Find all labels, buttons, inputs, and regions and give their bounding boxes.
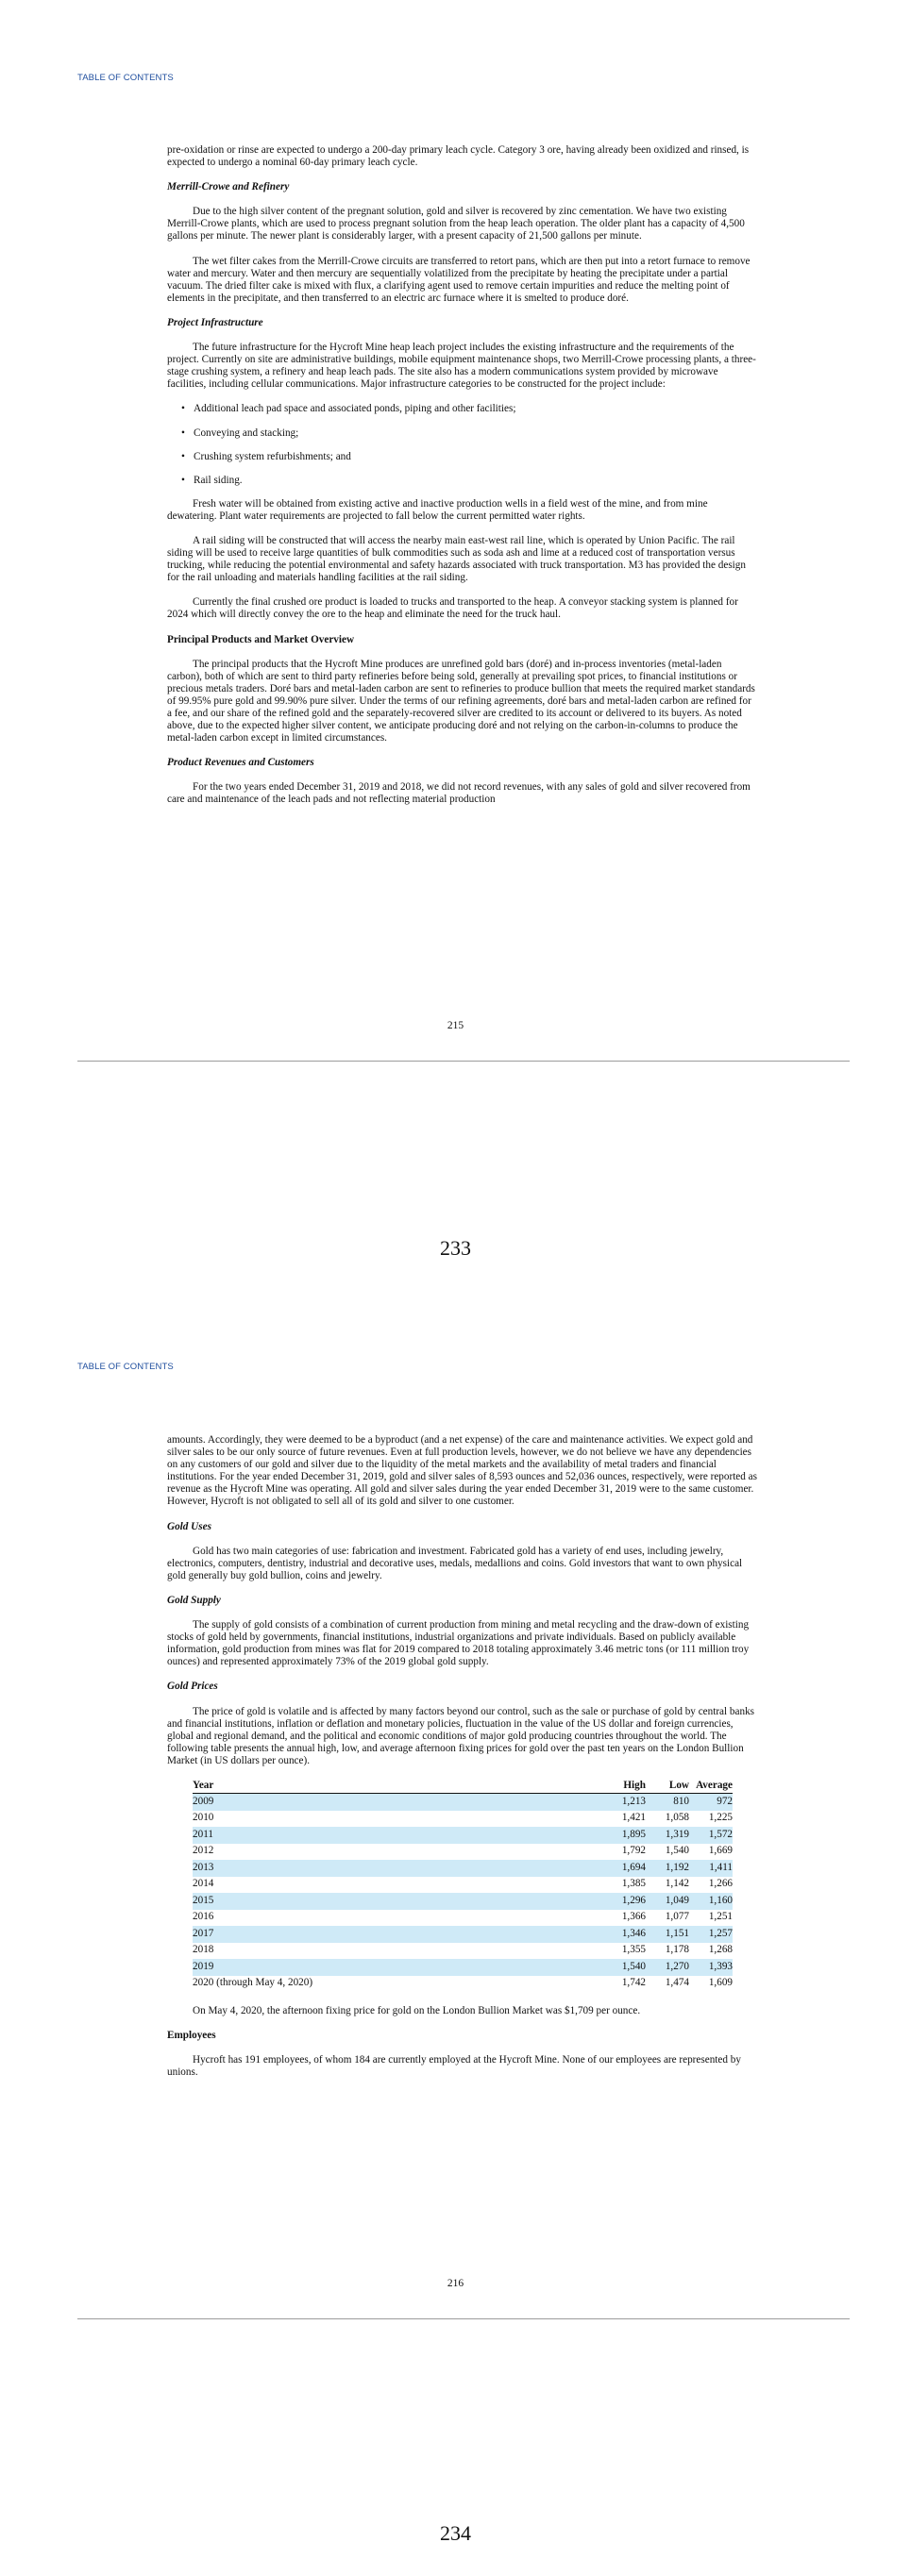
cell-high: 1,694 (604, 1860, 646, 1877)
paragraph-employees: Hycroft has 191 employees, of whom 184 are currently employed at the Hycroft Mine. None of our employees are represented by unions. (167, 2054, 741, 2079)
list-item: • Crushing system refurbishments; and (194, 451, 757, 463)
heading-principal-products: Principal Products and Market Overview (167, 633, 355, 645)
page-divider (77, 1061, 850, 1062)
cell-average: 1,160 (689, 1893, 733, 1910)
cell-average: 1,266 (708, 1878, 733, 1890)
cell-average: 1,268 (708, 1944, 733, 1956)
table-row (193, 1827, 733, 1844)
heading-gold-supply: Gold Supply (167, 1594, 221, 1606)
cell-low: 1,151 (646, 1926, 689, 1943)
table-row (193, 1926, 733, 1943)
list-item: • Additional leach pad space and associated ponds, piping and other facilities; (194, 403, 757, 415)
table-row (193, 1893, 733, 1910)
heading-project-infrastructure: Project Infrastructure (167, 316, 263, 328)
cell-high: 1,213 (604, 1794, 646, 1811)
cell-low: 1,142 (665, 1878, 689, 1890)
cell-average: 1,411 (689, 1860, 733, 1877)
page-215-body (167, 144, 757, 819)
column-header-high: High (604, 1780, 646, 1794)
column-header-low: Low (646, 1780, 689, 1794)
cell-year: 2018 (193, 1944, 214, 1956)
cell-year: 2010 (193, 1812, 214, 1824)
cell-average: 1,225 (708, 1812, 733, 1824)
paragraph-fresh-water: Fresh water will be obtained from existing active and inactive production wells in a field west of the mine, and from mine dewatering. Plant water requirements are projected to fall below the current permitted water rights. (167, 497, 708, 522)
infrastructure-list (167, 403, 757, 486)
cell-high: 1,792 (621, 1845, 646, 1857)
paragraph-principal-products: The principal products that the Hycroft Mine produces are unrefined gold bars (doré) and in-process inventories (metal-laden carbon), both of which are sent to third party refineries before being sold, generally at prevailing spot prices, to financial institutions or precious metals traders. Doré bars and metal-laden carbon are sent to refineries to produce bullion that meets the required market standards of 99.95% pure gold and 99.90% pure silver. Under the terms of our refining agreements, doré bars and metal-laden carbon are refined for a fee, and our share of the refined gold and the separately-recovered silver are credited to its account or delivered to its buyers. As noted above, due to the expected higher silver content, we anticipate producing doré and not relying on the carbon-in-columns to produce the metal-laden carbon except in limited circumstances. (167, 658, 755, 744)
column-header-year: Year (193, 1780, 604, 1794)
cell-high: 1,421 (621, 1812, 646, 1824)
cell-year: 2011 (193, 1827, 604, 1844)
cell-low: 1,474 (665, 1977, 689, 1989)
gold-price-table (193, 1780, 733, 1992)
table-row (193, 1860, 733, 1877)
heading-product-revenues: Product Revenues and Customers (167, 757, 314, 769)
table-header-row (193, 1780, 733, 1794)
paragraph-merrill-crowe-2: The wet filter cakes from the Merrill-Crowe circuits are transferred to retort pans, which are then put into a retort furnace to remove water and mercury. Water and then mercury are sequentially volatilized from the precipitate by heating the precipitate under a partial vacuum. The dried filter cake is mixed with flux, a clarifying agent used to remove certain impurities and reduce the melting point of elements in the precipitate, and then transferred to an electric arc furnace where it is smelted to produce doré. (167, 255, 751, 304)
cell-average: 1,393 (689, 1959, 733, 1976)
paragraph-merrill-crowe-1: Due to the high silver content of the pregnant solution, gold and silver is recovered by zinc cementation. We have two existing Merrill-Crowe plants, which are used to process pregnant solution from the heap leach operation. The older plant has a capacity of 4,500 gallons per minute. The newer plant is considerably larger, with a present capacity of 21,500 gallons per minute. (167, 206, 745, 243)
table-row (193, 1844, 733, 1861)
cell-low: 1,058 (665, 1812, 689, 1824)
viewer-page-number-233: 233 (440, 1236, 471, 1260)
cell-year: 2009 (193, 1794, 604, 1811)
cell-high: 1,346 (604, 1926, 646, 1943)
page-divider (77, 2318, 850, 2319)
heading-employees: Employees (167, 2030, 216, 2042)
table-row (193, 1794, 733, 1811)
paragraph-crushed-ore: Currently the final crushed ore product is loaded to trucks and transported to the heap. A conveyor stacking system is planned for 2024 which will directly convey the ore to the heap and eliminate the need for the truck haul. (167, 596, 738, 621)
table-row (193, 1811, 733, 1828)
list-item: • Rail siding. (194, 475, 757, 487)
cell-low: 1,049 (646, 1893, 689, 1910)
cell-high: 1,540 (604, 1959, 646, 1976)
cell-low: 810 (646, 1794, 689, 1811)
cell-average: 1,669 (708, 1845, 733, 1857)
cell-year: 2013 (193, 1860, 604, 1877)
cell-average: 1,609 (708, 1977, 733, 1989)
cell-high: 1,895 (604, 1827, 646, 1844)
heading-gold-uses: Gold Uses (167, 1520, 211, 1532)
paragraph-leach-cycle: pre-oxidation or rinse are expected to undergo a 200-day primary leach cycle. Category 3 ore, having already been oxidized and rinsed, is expected to undergo a nominal 60-day primary leach cycle. (167, 144, 750, 169)
cell-year: 2019 (193, 1959, 604, 1976)
table-row (193, 1943, 733, 1960)
cell-average: 1,251 (708, 1911, 733, 1923)
viewer-page-number-234: 234 (440, 2521, 471, 2545)
heading-merrill-crowe: Merrill-Crowe and Refinery (167, 181, 290, 193)
cell-low: 1,192 (646, 1860, 689, 1877)
table-row (193, 1910, 733, 1927)
cell-high: 1,366 (621, 1911, 646, 1923)
page-216-body (167, 1434, 757, 2091)
cell-average: 972 (689, 1794, 733, 1811)
cell-year: 2015 (193, 1893, 604, 1910)
table-row (193, 1976, 733, 1993)
cell-year: 2020 (through May 4, 2020) (193, 1977, 313, 1989)
cell-year: 2016 (193, 1911, 214, 1923)
cell-year: 2014 (193, 1878, 214, 1890)
page-number-215: 215 (447, 1020, 464, 1031)
cell-low: 1,540 (665, 1845, 689, 1857)
cell-high: 1,742 (621, 1977, 646, 1989)
cell-low: 1,270 (646, 1959, 689, 1976)
cell-year: 2012 (193, 1845, 214, 1857)
paragraph-gold-prices: The price of gold is volatile and is affected by many factors beyond our control, such as the sale or purchase of gold by central banks and financial institutions, inflation or deflation and monetary policies, fluctuation in the value of the US dollar and foreign currencies, global and regional demand, and the political and economic conditions of major gold producing countries throughout the world. The following table presents the annual high, low, and average afternoon fixing prices for gold over the past ten years on the London Bullion Market (in US dollars per ounce). (167, 1705, 755, 1766)
cell-low: 1,319 (646, 1827, 689, 1844)
heading-gold-prices: Gold Prices (167, 1681, 218, 1693)
cell-average: 1,257 (689, 1926, 733, 1943)
cell-year: 2017 (193, 1926, 604, 1943)
cell-high: 1,385 (621, 1878, 646, 1890)
cell-high: 1,355 (621, 1944, 646, 1956)
paragraph-infrastructure: The future infrastructure for the Hycroft Mine heap leach project includes the existing infrastructure and the requirements of the project. Currently on site are administrative buildings, mobile equipment maintenance shops, two Merrill-Crowe processing plants, a three-stage crushing system, a refinery and heap leach pads. The site also has a modern communications system provided by microwave facilities, including cellular communications. Major infrastructure categories to be constructed for the project include: (167, 342, 756, 391)
cell-low: 1,077 (665, 1911, 689, 1923)
cell-average: 1,572 (689, 1827, 733, 1844)
table-row (193, 1959, 733, 1976)
table-of-contents-link[interactable]: TABLE OF CONTENTS (77, 1362, 174, 1372)
column-header-average: Average (689, 1780, 733, 1794)
list-item: • Conveying and stacking; (194, 427, 757, 440)
paragraph-gold-supply: The supply of gold consists of a combination of current production from mining and metal recycling and the draw-down of existing stocks of gold held by governments, financial institutions, industrial organizations and private individuals. Based on publicly available information, gold production from mines was flat for 2019 compared to 2018 totaling approximately 3.46 metric tons (or 111 million troy ounces) and represented approximately 73% of the 2019 global gold supply. (167, 1619, 750, 1668)
paragraph-product-revenues: For the two years ended December 31, 2019 and 2018, we did not record revenues, with any sales of gold and silver recovered from care and maintenance of the leach pads and not reflecting material production (167, 781, 751, 806)
table-of-contents-link[interactable]: TABLE OF CONTENTS (77, 73, 174, 83)
cell-low: 1,178 (665, 1944, 689, 1956)
paragraph-gold-uses: Gold has two main categories of use: fabrication and investment. Fabricated gold has a variety of end uses, including jewelry, electronics, computers, dentistry, industrial and decorative uses, medals, medallions and coins. Gold investors that want to own physical gold generally buy gold bullion, coins and jewelry. (167, 1545, 743, 1581)
paragraph-fixing-price: On May 4, 2020, the afternoon fixing price for gold on the London Bullion Market was $1,709 per ounce. (193, 2005, 641, 2017)
paragraph-rail-siding: A rail siding will be constructed that will access the nearby main east-west rail line, which is operated by Union Pacific. The rail siding will be used to receive large quantities of bulk commodities such as soda ash and lime at a reduced cost of transportation versus trucking, while reducing the potential environmental and safety hazards associated with truck transportation. M3 has provided the design for the rail unloading and materials handling facilities at the rail siding. (167, 534, 746, 584)
page-number-216: 216 (447, 2278, 464, 2289)
table-row (193, 1877, 733, 1894)
paragraph-byproduct: amounts. Accordingly, they were deemed to be a byproduct (and a net expense) of the care and maintenance activities. We expect gold and silver sales to be our only source of future revenues. Even at full production levels, however, we do not believe we have any dependencies on any customers of our gold and silver due to the liquidity of the metal markets and the availability of metal traders and financial institutions. For the year ended December 31, 2019, gold and silver sales of 8,593 ounces and 52,036 ounces, respectively, were reported as revenue as the Hycroft Mine was operating. All gold and silver sales during the year ended December 31, 2019 were to the same customer. However, Hycroft is not obligated to sell all of its gold and silver to one customer. (167, 1434, 757, 1508)
cell-high: 1,296 (604, 1893, 646, 1910)
